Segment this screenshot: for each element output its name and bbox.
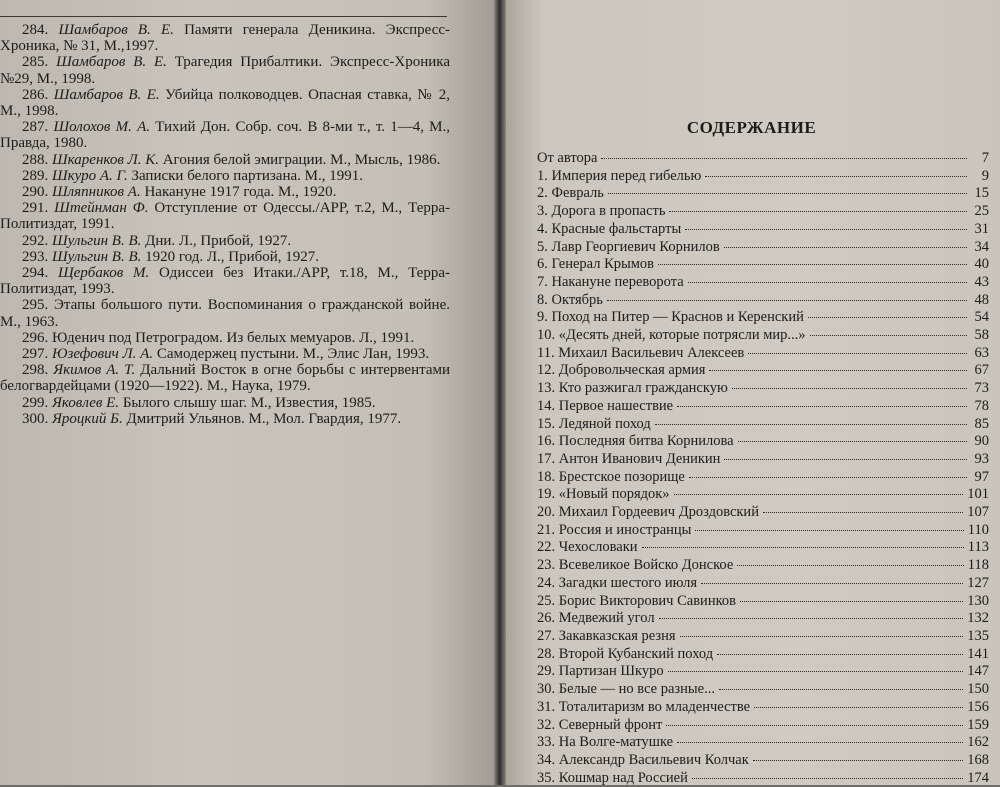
entry-author: Якимов А. Т. (53, 362, 136, 379)
toc-leader-dots (668, 671, 964, 672)
toc-entry-title: 16. Последняя битва Корнилова (537, 433, 734, 450)
toc-entry-title: 34. Александр Васильевич Колчак (537, 751, 749, 768)
entry-number: 299. (22, 394, 52, 411)
entry-number: 290. (22, 184, 52, 201)
toc-entry-title: 6. Генерал Крымов (537, 256, 655, 273)
toc-entry-title: 31. Тоталитаризм во младенчестве (537, 698, 751, 715)
toc-page-number: 162 (967, 734, 989, 751)
bibliography-entry (0, 330, 450, 346)
toc-leader-dots (688, 282, 967, 283)
toc-page-number: 150 (967, 681, 989, 698)
toc-page-number: 127 (967, 574, 989, 591)
toc-leader-dots (669, 211, 967, 212)
bibliography-entry (0, 200, 450, 232)
toc-leader-dots (719, 689, 963, 690)
toc-entry-title: 12. Добровольческая армия (537, 362, 706, 379)
toc-entry (537, 663, 989, 681)
toc-page-number: 73 (974, 380, 989, 397)
entry-author: Шляпников А. (52, 184, 141, 201)
entry-text: Этапы большого пути. Воспоминания о гражданской войне. М., 1963. (0, 297, 450, 330)
toc-leader-dots (601, 158, 967, 159)
toc-page-number: 156 (967, 698, 989, 715)
entry-text: Накануне 1917 года. М., 1920. (144, 184, 337, 201)
toc-page-number: 31 (974, 220, 989, 237)
toc-entry-title: 23. Всевеликое Войско Донское (537, 557, 734, 574)
toc-entry-title: 25. Борис Викторович Савинков (537, 592, 736, 609)
bibliography-entry (0, 168, 450, 184)
toc-page-number: 168 (967, 751, 989, 768)
toc-page-number: 78 (974, 397, 989, 414)
bibliography-entry (0, 362, 450, 394)
entry-text: Дмитрий Ульянов. М., Мол. Гвардия, 1977. (126, 410, 402, 427)
toc-page-number: 118 (967, 557, 989, 574)
toc-leader-dots (717, 654, 963, 655)
toc-page-number: 67 (974, 362, 989, 379)
bibliography-list (0, 22, 450, 427)
entry-number: 285. (22, 54, 57, 71)
toc-page-number: 97 (974, 468, 989, 485)
toc-leader-dots (658, 264, 967, 265)
toc-entry-title: 19. «Новый порядок» (537, 486, 670, 503)
toc-entry (537, 433, 989, 451)
entry-number: 289. (22, 167, 52, 184)
header-rule (0, 16, 447, 17)
toc-entry (537, 504, 989, 522)
toc-entry-title: 7. Накануне переворота (537, 273, 684, 290)
toc-leader-dots (689, 477, 967, 478)
bibliography-entry (0, 395, 450, 411)
toc-page-number: 48 (974, 291, 989, 308)
toc-entry-title: 27. Закавказская резня (537, 627, 676, 644)
entry-text: Дни. Л., Прибой, 1927. (145, 232, 292, 249)
toc-entry-title: 3. Дорога в пропасть (537, 203, 666, 220)
toc-entry-title: 29. Партизан Шкуро (537, 663, 664, 680)
toc-entry-title: 15. Ледяной поход (537, 415, 651, 432)
toc-leader-dots (677, 742, 963, 743)
toc-page-number: 135 (967, 627, 989, 644)
toc-entry (537, 522, 989, 540)
bibliography-entry (0, 22, 450, 54)
toc-leader-dots (655, 424, 967, 425)
toc-entry-title: 28. Второй Кубанский поход (537, 645, 714, 662)
entry-text: Памяти генерала Деникина. Экспресс-Хроника, № 31, М.,1997. (0, 22, 451, 55)
toc-entry (537, 362, 989, 380)
entry-text: Одиссеи без Итаки./АРР, т.18, М., Терра-Политиздат, 1993. (0, 265, 450, 298)
toc-page-number: 93 (974, 450, 989, 467)
toc-entry-title: 32. Северный фронт (537, 716, 663, 733)
toc-entry-title: 20. Михаил Гордеевич Дроздовский (537, 504, 759, 521)
toc-entry (537, 699, 989, 717)
toc-leader-dots (738, 441, 967, 442)
toc-entry (537, 274, 989, 292)
toc-entry (537, 734, 989, 752)
toc-page-number: 40 (974, 256, 989, 273)
toc-page-number: 113 (967, 539, 989, 556)
toc-leader-dots (748, 353, 967, 354)
toc-leader-dots (608, 193, 967, 194)
bibliography-entry (0, 346, 450, 362)
toc-entry (537, 221, 989, 239)
entry-author: Шульгин В. В. (52, 248, 142, 265)
entry-number: 288. (22, 151, 52, 168)
toc-page-number: 9 (981, 167, 989, 184)
bibliography-entry (0, 249, 450, 265)
entry-text: Трагедия Прибалтики. Экспресс-Хроника №29, М., 1998. (0, 54, 450, 87)
toc-entry (537, 292, 989, 310)
toc-entry-title: 22. Чехословаки (537, 539, 638, 556)
toc-leader-dots (753, 760, 963, 761)
entry-author: Щербаков М. (58, 265, 150, 282)
toc-leader-dots (737, 565, 964, 566)
toc-entry (537, 327, 989, 345)
toc-entry (537, 681, 989, 699)
entry-text: Дальний Восток в огне борьбы с интервентами белогвардейцами (1920—1922). М., Наука, 1979. (0, 362, 451, 395)
toc-page-number: 63 (974, 344, 989, 361)
toc-leader-dots (666, 725, 963, 726)
toc-page-number: 110 (967, 521, 989, 538)
toc-page-number: 34 (974, 238, 989, 255)
toc-leader-dots (692, 778, 963, 779)
entry-number: 298. (22, 362, 54, 379)
toc-page-number: 58 (974, 327, 989, 344)
toc-entry (537, 239, 989, 257)
contents-heading: СОДЕРЖАНИЕ (686, 118, 817, 137)
entry-author: Шульгин В. В. (52, 232, 142, 249)
bibliography-entry (0, 233, 450, 249)
toc-entry (537, 628, 989, 646)
toc-page-number: 90 (974, 433, 989, 450)
toc-leader-dots (659, 618, 964, 619)
toc-leader-dots (810, 335, 967, 336)
toc-entry-title: 18. Брестское позорище (537, 468, 685, 485)
toc-entry (537, 398, 989, 416)
toc-entry-title: 21. Россия и иностранцы (537, 521, 692, 538)
toc-entry-title: 13. Кто разжигал гражданскую (537, 380, 728, 397)
toc-leader-dots (705, 176, 967, 177)
toc-page-number: 174 (967, 769, 989, 786)
toc-leader-dots (701, 583, 963, 584)
entry-text: Юденич под Петроградом. Из белых мемуаров. Л., 1991. (52, 329, 415, 346)
entry-number: 295. (22, 297, 54, 314)
toc-entry-title: От автора (537, 150, 598, 166)
entry-author: Юзефович Л. А. (52, 346, 154, 363)
toc-entry-title: 5. Лавр Георгиевич Корнилов (537, 238, 720, 255)
toc-leader-dots (724, 459, 967, 460)
toc-entry-title: 24. Загадки шестого июля (537, 574, 698, 591)
entry-author: Шкуро А. Г. (52, 167, 128, 184)
toc-leader-dots (680, 636, 964, 637)
entry-author: Шамбаров В. Е. (56, 54, 167, 71)
toc-page-number: 101 (967, 486, 989, 503)
toc-leader-dots (808, 317, 967, 318)
toc-entry-title: 33. На Волге-матушке (537, 734, 674, 751)
toc-leader-dots (732, 388, 967, 389)
toc-entry (537, 345, 989, 363)
toc-entry (537, 770, 989, 787)
bibliography-entry (0, 87, 450, 119)
toc-entry (537, 203, 989, 221)
toc-entry-title: 8. Октябрь (537, 291, 603, 308)
bibliography-entry (0, 297, 450, 329)
entry-text: Тихий Дон. Собр. соч. В 8-ми т., т. 1—4, М., Правда, 1980. (0, 119, 451, 152)
entry-number: 286. (22, 86, 54, 103)
toc-entry-title: 1. Империя перед гибелью (537, 167, 702, 184)
bibliography-entry (0, 265, 450, 297)
entry-number: 300. (22, 410, 52, 427)
toc-page-number: 132 (967, 610, 989, 627)
entry-text: Агония белой эмиграции. М., Мысль, 1986. (162, 151, 441, 168)
entry-author: Шкаренков Л. К. (52, 151, 159, 168)
toc-entry (537, 646, 989, 664)
toc-entry (537, 593, 989, 611)
entry-number: 293. (22, 248, 52, 265)
table-of-contents (537, 150, 989, 787)
toc-page-number: 54 (974, 309, 989, 326)
entry-author: Штейнман Ф. (54, 200, 149, 217)
toc-page-number: 130 (967, 592, 989, 609)
bibliography-entry (0, 184, 450, 200)
entry-number: 297. (22, 346, 52, 363)
toc-entry (537, 575, 989, 593)
toc-entry (537, 380, 989, 398)
entry-text: Убийца полководцев. Опасная ставка, № 2, М., 1998. (0, 86, 450, 120)
toc-entry (537, 150, 989, 168)
entry-text: Былого слышу шаг. М., Известия, 1985. (122, 394, 376, 411)
entry-number: 292. (22, 232, 52, 249)
toc-page-number: 43 (974, 273, 989, 290)
toc-entry (537, 168, 989, 186)
toc-entry (537, 185, 989, 203)
entry-number: 287. (22, 119, 54, 136)
entry-author: Яроцкий Б. (52, 410, 123, 427)
toc-page-number: 107 (967, 504, 989, 521)
toc-leader-dots (709, 370, 967, 371)
toc-page-number: 147 (967, 663, 989, 680)
toc-leader-dots (724, 247, 967, 248)
toc-page-number: 141 (967, 645, 989, 662)
entry-text: Отступление от Одессы./АРР, т.2, М., Терра-Политиздат, 1991. (0, 200, 451, 233)
toc-leader-dots (685, 229, 967, 230)
toc-entry-title: 17. Антон Иванович Деникин (537, 450, 721, 467)
toc-entry-title: 4. Красные фальстарты (537, 220, 682, 237)
toc-leader-dots (763, 512, 963, 513)
entry-author: Шамбаров В. Е. (58, 22, 174, 38)
entry-author: Шолохов М. А. (53, 119, 150, 136)
toc-entry (537, 539, 989, 557)
toc-entry (537, 309, 989, 327)
toc-leader-dots (754, 707, 963, 708)
toc-leader-dots (677, 406, 967, 407)
toc-page-number: 7 (981, 150, 989, 166)
toc-entry (537, 416, 989, 434)
entry-text: 1920 год. Л., Прибой, 1927. (145, 248, 320, 265)
toc-entry (537, 610, 989, 628)
entry-text: Записки белого партизана. М., 1991. (131, 167, 363, 184)
toc-entry-title: 35. Кошмар над Россией (537, 769, 688, 786)
toc-entry-title: 9. Поход на Питер — Краснов и Керенский (537, 309, 804, 326)
toc-leader-dots (642, 547, 964, 548)
toc-entry-title: 26. Медвежий угол (537, 610, 655, 627)
toc-leader-dots (695, 530, 963, 531)
toc-entry-title: 30. Белые — но все разные... (537, 681, 715, 698)
toc-entry-title: 2. Февраль (537, 185, 604, 202)
toc-entry (537, 486, 989, 504)
toc-leader-dots (674, 494, 964, 495)
toc-page-number: 25 (974, 203, 989, 220)
entry-number: 284. (22, 22, 59, 38)
toc-entry-title: 14. Первое нашествие (537, 397, 674, 414)
toc-entry (537, 256, 989, 274)
toc-page-number: 85 (974, 415, 989, 432)
toc-entry (537, 557, 989, 575)
bibliography-entry (0, 54, 450, 86)
bibliography-entry (0, 411, 450, 427)
toc-entry-title: 11. Михаил Васильевич Алексеев (537, 344, 745, 361)
toc-page-number: 159 (967, 716, 989, 733)
toc-entry-title: 10. «Десять дней, которые потрясли мир...» (537, 327, 806, 344)
entry-number: 291. (22, 200, 55, 217)
entry-number: 296. (22, 329, 52, 346)
toc-entry (537, 752, 989, 770)
toc-leader-dots (740, 601, 963, 602)
toc-entry (537, 469, 989, 487)
entry-author: Шамбаров В. Е. (53, 86, 160, 103)
bibliography-entry (0, 152, 450, 168)
toc-entry (537, 451, 989, 469)
entry-text: Самодержец пустыни. М., Элис Лан, 1993. (156, 346, 430, 363)
left-page (0, 0, 497, 785)
toc-entry (537, 717, 989, 735)
entry-author: Яковлев Е. (52, 394, 120, 411)
toc-page-number: 15 (974, 185, 989, 202)
entry-number: 294. (22, 265, 58, 282)
bibliography-entry (0, 119, 450, 151)
toc-leader-dots (607, 300, 967, 301)
